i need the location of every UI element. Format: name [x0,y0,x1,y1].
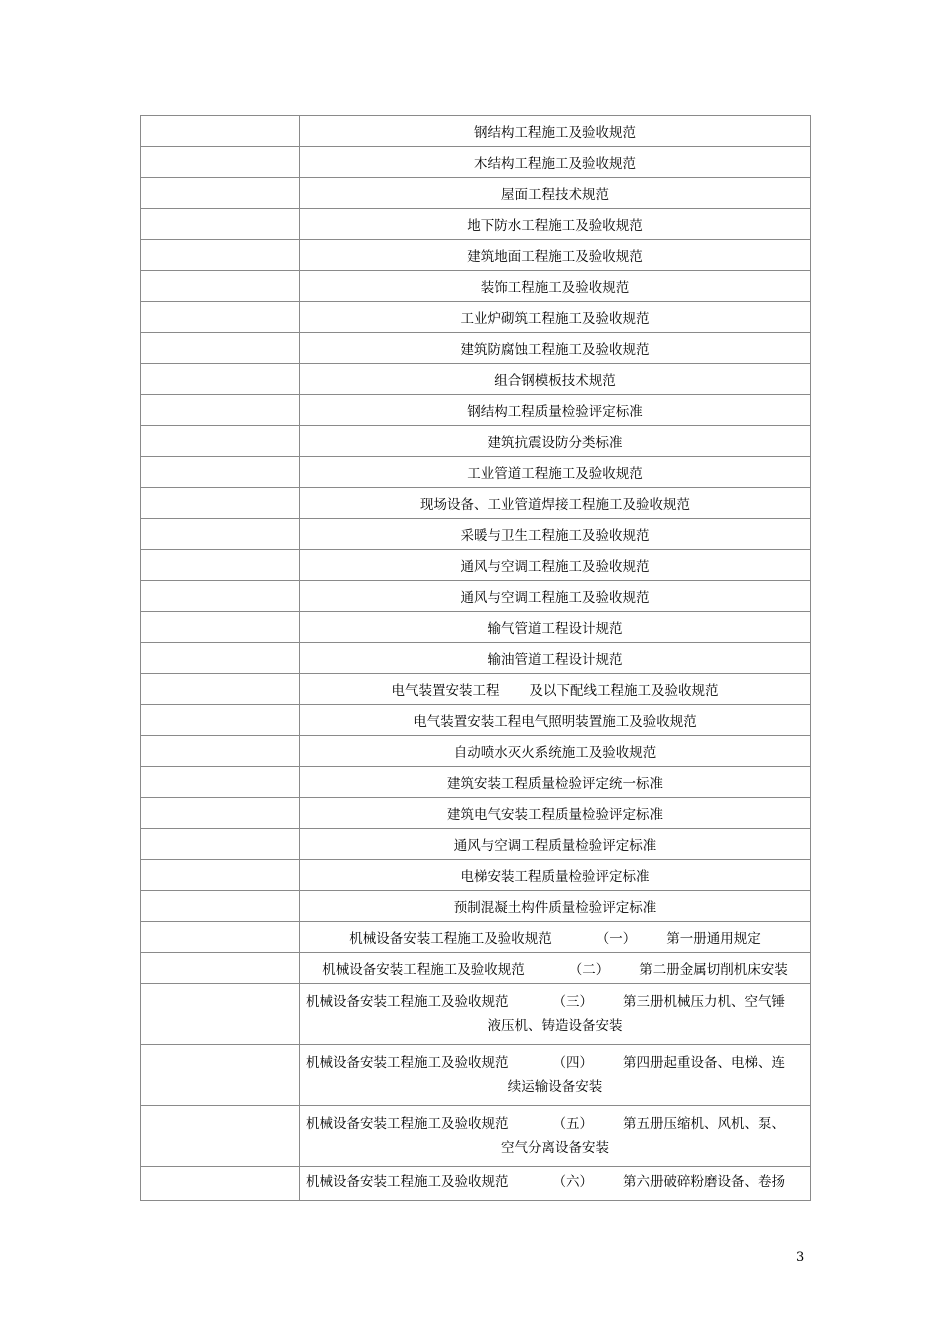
machinery-main-title: 机械设备安装工程施工及验收规范 [306,994,509,1010]
empty-cell [141,209,300,240]
standard-title: 通风与空调工程质量检验评定标准 [300,829,811,860]
machinery-volume: （四） [552,1055,593,1071]
empty-cell [141,364,300,395]
empty-cell [141,953,300,984]
standard-title: 通风与空调工程施工及验收规范 [300,581,811,612]
machinery-main-title: 机械设备安装工程施工及验收规范 [322,962,525,978]
empty-cell [141,612,300,643]
empty-cell [141,550,300,581]
standard-title: 采暖与卫生工程施工及验收规范 [300,519,811,550]
standard-title: 输气管道工程设计规范 [300,612,811,643]
empty-cell [141,271,300,302]
standard-title: 建筑安装工程质量检验评定统一标准 [300,767,811,798]
table-row [141,984,811,1045]
empty-cell [141,705,300,736]
standard-title: 钢结构工程质量检验评定标准 [300,395,811,426]
standard-title: 组合钢模板技术规范 [300,364,811,395]
table-row [141,178,811,209]
standard-title: 地下防水工程施工及验收规范 [300,209,811,240]
machinery-standard [300,1106,811,1167]
machinery-part-title-cont: 续运输设备安装 [507,1079,603,1095]
table-row [141,581,811,612]
machinery-standard [300,1045,811,1106]
standard-title: 建筑电气安装工程质量检验评定标准 [300,798,811,829]
empty-cell [141,116,300,147]
table-row [141,333,811,364]
empty-cell [141,1045,300,1106]
machinery-main-title: 机械设备安装工程施工及验收规范 [306,1174,509,1190]
standard-title-part-a: 电气装置安装工程 [391,683,500,699]
standard-title: 电梯安装工程质量检验评定标准 [300,860,811,891]
empty-cell [141,860,300,891]
standard-title: 建筑抗震设防分类标准 [300,426,811,457]
table-row [141,643,811,674]
empty-cell [141,395,300,426]
machinery-part-title: 第一册通用规定 [666,931,761,947]
empty-cell [141,674,300,705]
machinery-main-title: 机械设备安装工程施工及验收规范 [306,1055,509,1071]
standard-title: 建筑防腐蚀工程施工及验收规范 [300,333,811,364]
machinery-standard [300,953,811,984]
table-row [141,302,811,333]
empty-cell [141,581,300,612]
empty-cell [141,519,300,550]
standard-title: 预制混凝土构件质量检验评定标准 [300,891,811,922]
empty-cell [141,922,300,953]
machinery-part-title: 第六册破碎粉磨设备、卷扬 [623,1174,785,1190]
table-row [141,116,811,147]
standard-title: 装饰工程施工及验收规范 [300,271,811,302]
empty-cell [141,426,300,457]
empty-cell [141,984,300,1045]
empty-cell [141,736,300,767]
empty-cell [141,178,300,209]
table-row [141,891,811,922]
standard-title: 通风与空调工程施工及验收规范 [300,550,811,581]
table-row [141,922,811,953]
standards-table [140,115,811,1201]
table-row [141,674,811,705]
standard-title: 建筑地面工程施工及验收规范 [300,240,811,271]
standard-title: 木结构工程施工及验收规范 [300,147,811,178]
table-row [141,767,811,798]
table-row [141,457,811,488]
empty-cell [141,302,300,333]
machinery-volume: （三） [552,994,593,1010]
standard-title: 钢结构工程施工及验收规范 [300,116,811,147]
table-row [141,271,811,302]
table-row [141,1106,811,1167]
machinery-part-title: 第三册机械压力机、空气锤 [623,994,785,1010]
machinery-part-title: 第五册压缩机、风机、泵、 [623,1116,785,1132]
empty-cell [141,1167,300,1201]
machinery-part-title: 第二册金属切削机床安装 [639,962,788,978]
empty-cell [141,147,300,178]
table-row [141,209,811,240]
machinery-main-title: 机械设备安装工程施工及验收规范 [306,1116,509,1132]
empty-cell [141,457,300,488]
table-row [141,953,811,984]
machinery-volume: （二） [568,962,610,978]
table-row [141,395,811,426]
table-row [141,860,811,891]
table-row [141,829,811,860]
table-row [141,426,811,457]
machinery-main-title: 机械设备安装工程施工及验收规范 [349,931,552,947]
empty-cell [141,1106,300,1167]
machinery-standard [300,984,811,1045]
empty-cell [141,829,300,860]
table-row [141,736,811,767]
empty-cell [141,643,300,674]
page-number: 3 [796,1250,805,1265]
machinery-part-title-cont: 空气分离设备安装 [501,1140,609,1156]
table-row [141,798,811,829]
machinery-part-title: 第四册起重设备、电梯、连 [623,1055,785,1071]
machinery-standard [300,922,811,953]
machinery-volume: （五） [552,1116,593,1132]
standard-title: 电气装置安装工程电气照明装置施工及验收规范 [300,705,811,736]
empty-cell [141,798,300,829]
machinery-volume: （一） [595,931,637,947]
table-row [141,1045,811,1106]
table-row [141,1167,811,1201]
standard-title-part-b: 及以下配线工程施工及验收规范 [529,683,719,699]
table-row [141,488,811,519]
table-row [141,612,811,643]
table-row [141,519,811,550]
table-row [141,147,811,178]
standard-title [300,674,811,705]
standard-title: 自动喷水灭火系统施工及验收规范 [300,736,811,767]
machinery-volume: （六） [552,1174,593,1190]
standard-title: 工业炉砌筑工程施工及验收规范 [300,302,811,333]
empty-cell [141,333,300,364]
standard-title: 工业管道工程施工及验收规范 [300,457,811,488]
standard-title: 现场设备、工业管道焊接工程施工及验收规范 [300,488,811,519]
machinery-part-title-cont: 液压机、铸造设备安装 [487,1018,623,1034]
empty-cell [141,488,300,519]
table-row [141,364,811,395]
empty-cell [141,240,300,271]
standard-title: 屋面工程技术规范 [300,178,811,209]
table-row [141,550,811,581]
empty-cell [141,767,300,798]
table-row [141,705,811,736]
machinery-standard [300,1167,811,1201]
standard-title: 输油管道工程设计规范 [300,643,811,674]
table-row [141,240,811,271]
empty-cell [141,891,300,922]
